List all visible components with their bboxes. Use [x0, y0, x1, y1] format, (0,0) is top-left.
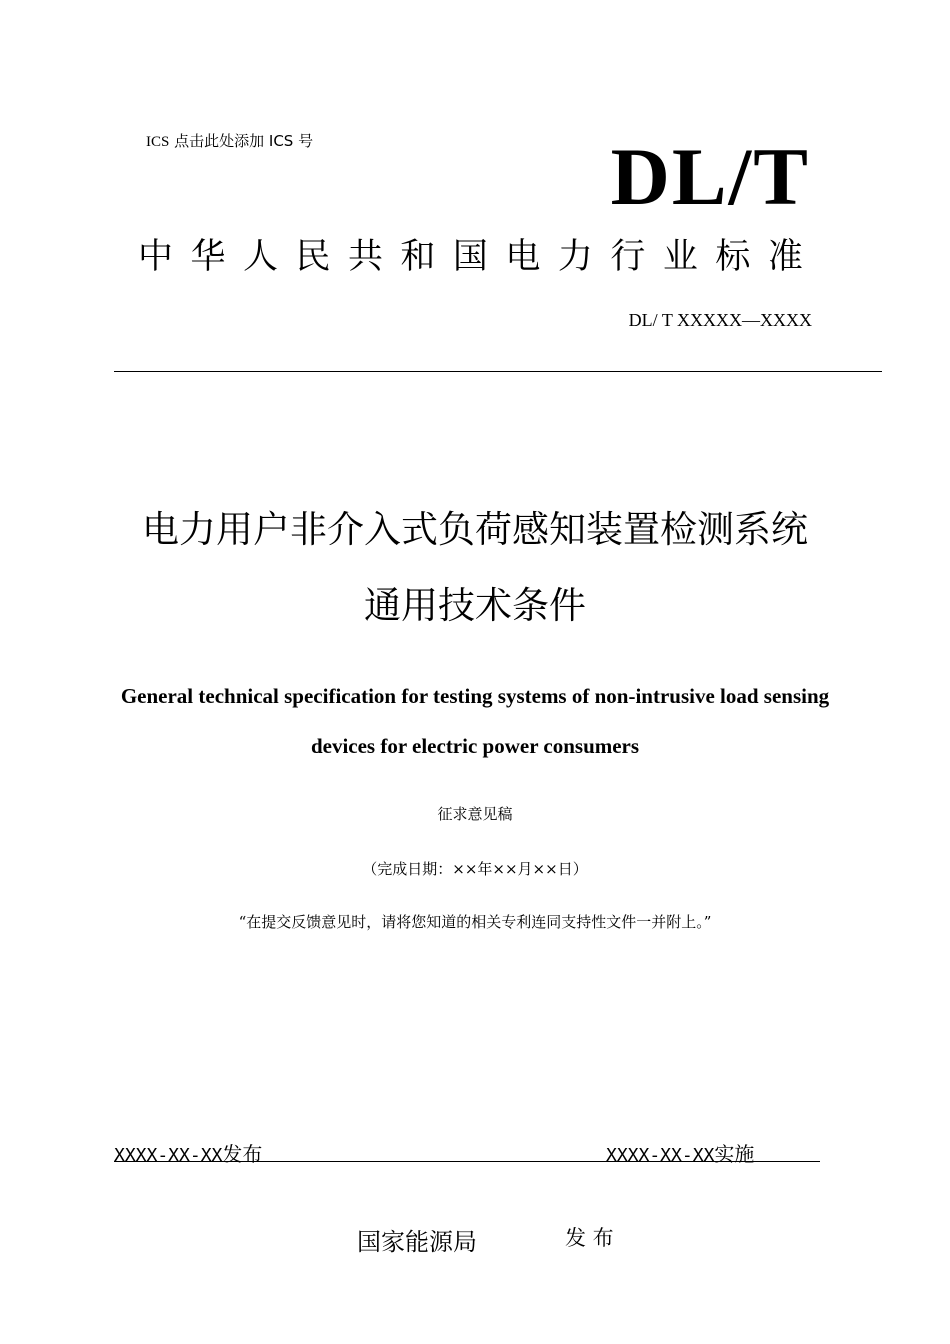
publish-date [114, 1138, 262, 1167]
completion-date: （完成日期：××年××月××日） [362, 860, 588, 878]
publish-date-code: XXXX-XX-XX [114, 1145, 223, 1166]
category-char: 标 [715, 237, 751, 277]
standard-number: DL/ T XXXXX—XXXX [628, 310, 812, 330]
category-char: 力 [557, 237, 593, 277]
footer-divider [114, 1161, 820, 1162]
draft-status: 征求意见稿 [437, 805, 513, 823]
en-title-line-2: devices for electric power consumers [310, 734, 640, 758]
cn-title-line-1: 电力用户非介入式负荷感知装置检测系统 [142, 508, 808, 551]
ics-label: ICS [146, 134, 170, 150]
category-char: 业 [662, 237, 698, 277]
category-char: 行 [610, 237, 646, 277]
implement-date-code: XXXX-XX-XX [606, 1145, 715, 1166]
issuer-name: 国家能源局 [357, 1228, 477, 1256]
category-char: 共 [347, 237, 383, 277]
category-char: 准 [767, 237, 803, 277]
category-char: 国 [452, 237, 488, 277]
ics-hint[interactable]: 点击此处添加 ICS 号 [174, 132, 314, 150]
header-divider [114, 371, 882, 372]
implement-date [606, 1138, 754, 1167]
ics-line [146, 130, 313, 151]
standard-mark: DL/T [610, 131, 810, 222]
en-title-line-1: General technical specification for testing systems of non-intrusive load sensing [120, 684, 830, 708]
publish-word: 发布 [222, 1142, 263, 1166]
implement-word: 实施 [714, 1142, 755, 1166]
category-char: 中 [138, 237, 174, 277]
category-char: 民 [295, 237, 331, 277]
category-char: 华 [190, 237, 226, 277]
patent-note: “在提交反馈意见时，请将您知道的相关专利连同支持性文件一并附上。” [238, 913, 712, 931]
category-char: 电 [505, 237, 541, 277]
issue-word: 发 布 [565, 1226, 614, 1250]
category-char: 和 [400, 237, 436, 277]
standard-category [138, 236, 803, 278]
category-char: 人 [242, 237, 278, 277]
cn-title-line-2: 通用技术条件 [364, 584, 586, 627]
